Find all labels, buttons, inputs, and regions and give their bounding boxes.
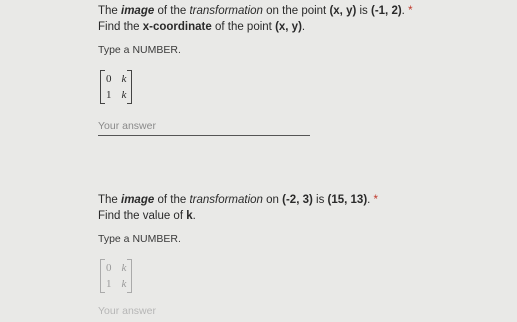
question-1-instruction: Find the x-coordinate of the point (x, y). [98, 21, 306, 33]
question-2-matrix [100, 259, 132, 293]
matrix-row: 1 k [106, 278, 127, 290]
matrix-row: 0 k [106, 262, 127, 274]
question-1-hint: Type a NUMBER. [98, 44, 181, 56]
required-asterisk: * [373, 194, 379, 206]
required-asterisk: * [408, 5, 413, 17]
question-1-title: The image of the transformation on the point (x, y) is (-1, 2). * [98, 5, 413, 17]
question-2-hint: Type a NUMBER. [98, 233, 181, 245]
matrix-row: 1 k [106, 89, 127, 101]
question-2 [98, 193, 508, 320]
question-2-instruction: Find the value of k. [98, 210, 196, 222]
question-1-answer-input[interactable] [98, 118, 310, 136]
question-1 [98, 4, 508, 136]
question-2-answer-input[interactable] [98, 303, 310, 320]
matrix-row: 0 k [106, 73, 127, 85]
question-2-title: The image of the transformation on (-2, 3) is (15, 13). * [98, 194, 379, 206]
question-1-matrix [100, 70, 132, 104]
